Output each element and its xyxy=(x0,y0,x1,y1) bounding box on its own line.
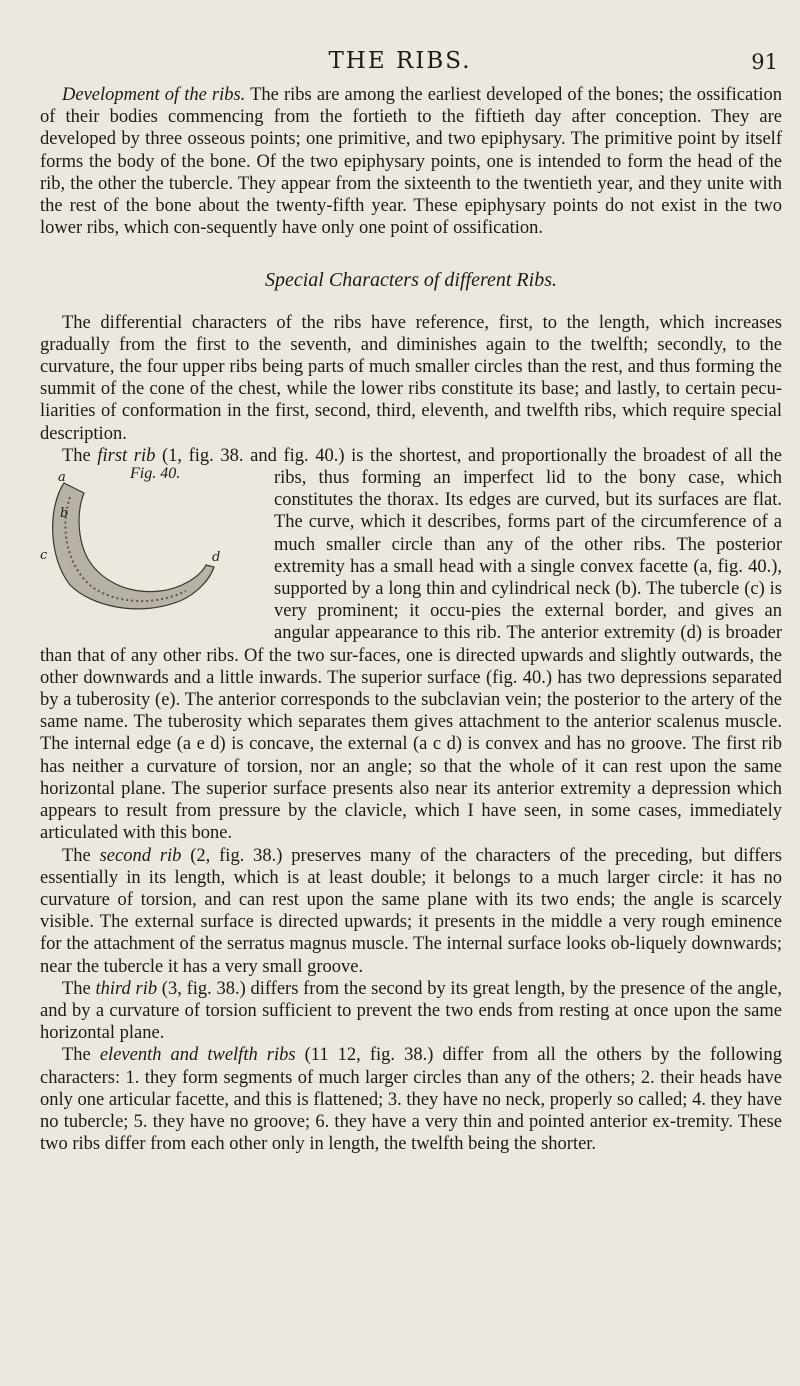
page-number: 91 xyxy=(751,50,778,74)
figure-label-c: c xyxy=(40,548,48,564)
first-rib-lead: first rib xyxy=(97,445,156,466)
figure-caption: Fig. 40. xyxy=(130,465,181,483)
paragraph-eleventh-twelfth xyxy=(40,1044,782,1155)
first-rib-lead-prefix: The xyxy=(62,445,98,466)
page-header xyxy=(0,48,800,78)
development-text: The ribs are among the earliest developed of the bones; the ossification of their bodies commencing from the fortieth to the fiftieth day after conception. They are developed by three osseous points; one primitive, and two epiphysary. The primitive point by itself forms the body of the bone. Of the two epiphysary points, one is intended to form the head of the rib, the other the tubercle. They appear from the sixteenth to the twentieth year, and they unite with the rest of the bone about the twenty-fifth year. These epiphysary points do not exist in the two lower ribs, which con-sequently have only one point of ossification. xyxy=(40,85,782,239)
body-text xyxy=(40,84,782,1155)
third-rib-lead: third rib xyxy=(95,978,158,999)
running-title: THE RIBS. xyxy=(328,48,472,74)
paragraph-third-rib xyxy=(40,978,782,1045)
first-rib-text-part: (1, fig. 38. and fig. 40.) is the shortest, and proportionally the xyxy=(155,445,644,466)
third-rib-text: (3, fig. 38.) differs from the second by its great length, by the presence of the angle, and by a curvature of torsion sufficient to prevent the two ends from resting at once upon the same horizontal plane. xyxy=(40,978,783,1044)
second-rib-lead-prefix: The xyxy=(62,845,100,866)
eleventh-twelfth-text: (11 12, fig. 38.) differ from all the others by the following characters: 1. they form segments of much larger circles than any of the others; 2. their heads have only one articular facette, and this is flattened; 3. they have no neck, properly so called; 4. they have no tubercle; 5. they have no groove; 6. they have a very thin and pointed anterior ex-tremity. These two ribs differ from each other only in length, the twelfth being the shorter. xyxy=(40,1045,783,1155)
first-rib-shape xyxy=(53,483,214,609)
differential-text: The differential characters of the ribs have reference, first, to the length, which increases gradually from the first to the seventh, and diminishes again to the twelfth; secondly, to the curvature, the four upper ribs being parts of much smaller circles than the rest, and thus forming the summit of the cone of the chest, while the lower ribs constitute its base; and lastly, to certain pecu-liarities of conformation in the first, second, third, eleventh, and twelfth ribs, which require special description. xyxy=(40,312,782,444)
figure-label-d: d xyxy=(212,550,221,566)
rib-figure xyxy=(30,467,268,639)
paragraph-differential xyxy=(40,312,782,445)
second-rib-lead: second rib xyxy=(99,845,182,866)
first-rib-illustration xyxy=(30,467,268,639)
paragraph-development xyxy=(40,84,782,239)
first-rib-text-rest: broadest of all the ribs, thus forming an imperfect lid to the bony case, which constitutes the thorax. Its edges are curved, but its surfaces are flat. The curve, which it describes, forms part of the circumference of a much smaller circle than any of the other ribs. The posterior extremity has a small head with a single convex facette (a, fig. 40.), supported by a long thin and cylindrical neck (b). The tubercle (c) is very prominent; it occu-pies the external border, and gives an angular appearance to this rib. The anterior extremity (d) is broader than that of any other ribs. Of the two sur-faces, one is directed upwards and slightly outwards, the other downwards and a little inwards. The superior surface (fig. 40.) has two depressions separated by a tuberosity (e). The anterior corresponds to the subclavian vein; the posterior to the artery of the same name. The tuberosity which separates them gives attachment to the anterior scalenus muscle. The internal edge (a e d) is concave, the external (a c d) is convex and has no groove. The first rib has neither a curvature of torsion, nor an angle; so that the whole of it can rest upon the same horizontal plane. The superior surface presents also near its anterior extremity a depression which appears to result from pressure by the clavicle, which I have seen, in some cases, immediately articulated with this bone. xyxy=(40,445,782,844)
eleventh-twelfth-lead: eleventh and twelfth ribs xyxy=(99,1045,296,1066)
eleventh-twelfth-lead-prefix: The xyxy=(62,1045,100,1066)
figure-label-b: b xyxy=(60,506,69,522)
second-rib-text: (2, fig. 38.) preserves many of the characters of the preceding, but differs essentially in its length, which is at least double; it belongs to a much larger circle: it has no curvature of torsion, and can rest upon the same plane with its two ends; the angle is scarcely visible. The external surface is directed upwards; it presents in the middle a very rough eminence for the attachment of the serratus magnus muscle. The internal surface looks ob-liquely downwards; near the tubercle it has a very small groove. xyxy=(40,845,782,977)
section-heading: Special Characters of different Ribs. xyxy=(264,269,557,292)
third-rib-lead-prefix: The xyxy=(62,978,96,999)
paragraph-first-rib xyxy=(40,445,782,845)
paragraph-second-rib xyxy=(40,845,782,978)
figure-label-a: a xyxy=(58,470,66,486)
development-lead: Development of the ribs. xyxy=(62,85,246,105)
